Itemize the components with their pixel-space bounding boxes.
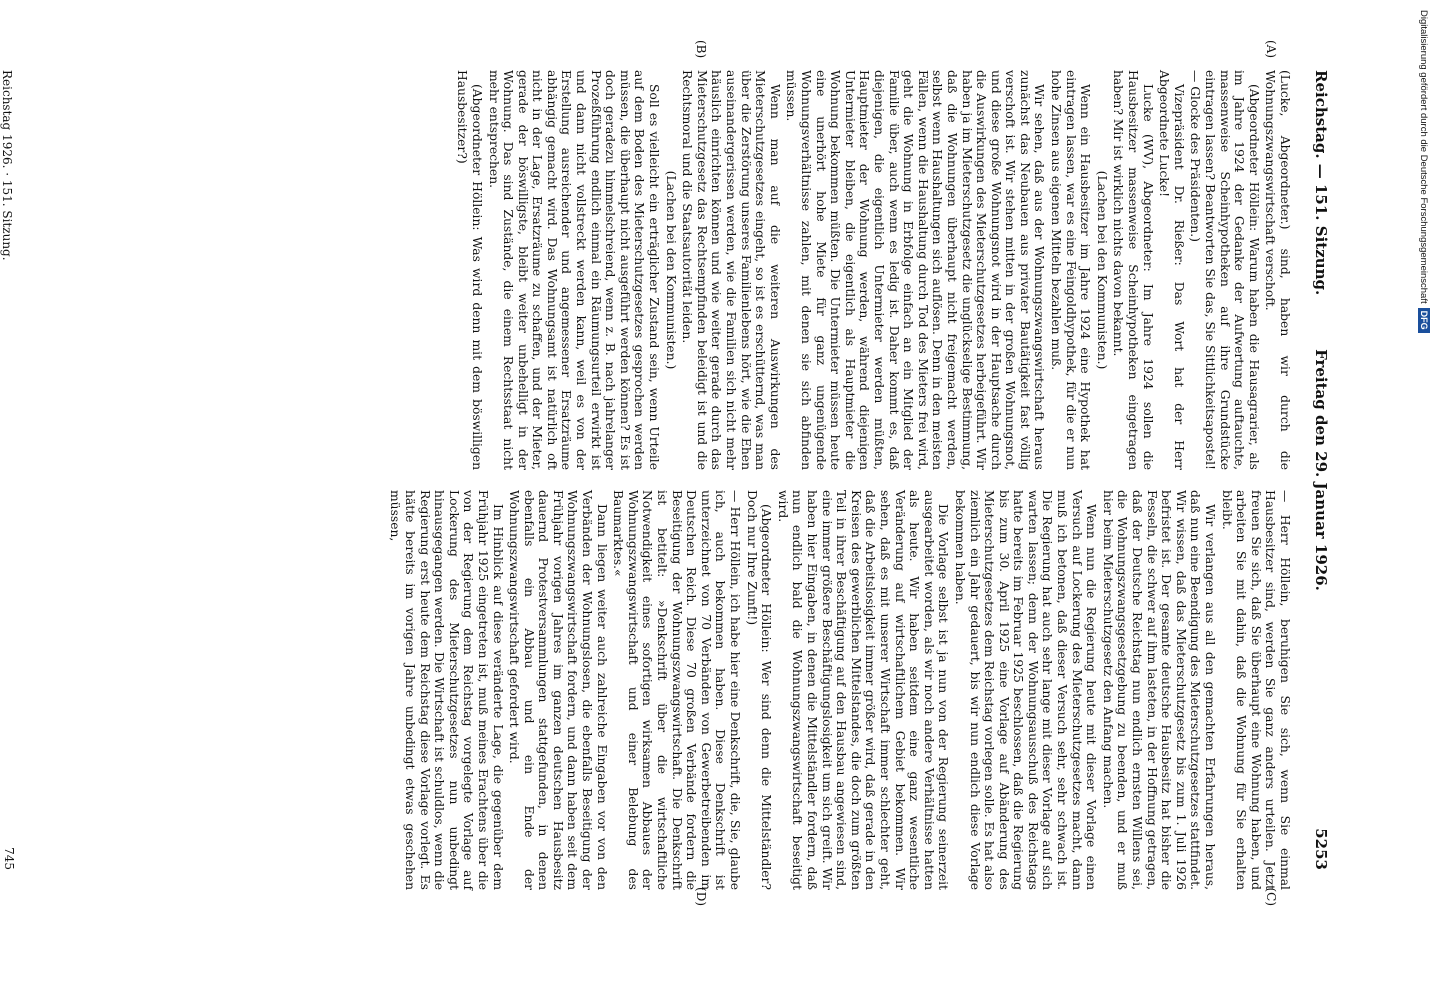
- paragraph: Wir sehen, daß aus der Wohnungszwangswirtschaft heraus zunächst das Neubauen aus privater Bautätigkeit fast völlig verschoft ist. Wir stehen mitten in der großen Wohnungsnot, und diese große Wohnungsnot wird in der Hauptsache durch die Auswirkungen des Mieterschutzgesetzes herbeigeführt. Wir haben ja im Mieterschutzgesetz die unglückselige Bestimmung, daß die Wohnungen überhaupt nicht freigemacht werden, selbst wenn Haushaltungen sich auflösen. Denn in den meisten Fällen, wenn die Haushaltung durch Tod des Mieters frei wird, geht die Wohnung in Erbfolge einfach an ein Mitglied der Familie über, auch wenn es ledig ist. Daher kommt es, daß diejenigen, die eigentlich Untermieter werden müßten, Hauptmieter der Wohnung werden, während diejenigen Untermieter bleiben, die eigentlich als Hauptmieter die Wohnung bekommen müßten. Die Untermieter müssen heute eine unerhört hohe Miete für ganz ungenügende Wohnungsverhältnisse zahlen, mit denen sie sich abfinden müssen.: [784, 70, 1047, 470]
- page-header: [1306, 70, 1330, 870]
- margin-mark-c: (C): [1264, 887, 1278, 906]
- paragraph: (Lucke, Abgeordneter.) sind, haben wir durch die Wohnungszwangswirtschaft verschoft.: [1263, 70, 1292, 470]
- paragraph: Soll es vielleicht ein erträglicher Zustand sein, wenn Urteile auf dem Boden des Mieterschutzgesetzes gesprochen werden müssen, die überhaupt nicht ausgeführt werden können? Es ist doch geradezu himmelschreiend, wenn z. B. nach jahrelanger Prozeßführung endlich einmal ein Räumungsurteil erwirkt ist und dann nicht vollstreckt werden kann, weil es von der Erstellung ausreichender und angemessener Ersatzräume abhängig gemacht wird. Das Wohnungsamt ist natürlich oft nicht in der Lage, Ersatzräume zu schaffen, und der Mieter, gerade der böswilligste, bleibt weiter unbehelligt in der Wohnung. Das sind Zustände, die einem Rechtsstaat nicht mehr entsprechen.: [486, 70, 662, 470]
- page-footer: Reichstag 1926. · 151. Sitzung.: [0, 70, 14, 261]
- digitization-stamp: [1414, 10, 1432, 570]
- paragraph: Wenn ein Hausbesitzer im Jahre 1924 eine Hypothek hat eintragen lassen, war es eine Feingoldhypothek, für die er nun hohe Zinsen aus eigenen Mitteln bezahlen muß.: [1049, 70, 1093, 470]
- paragraph: Wenn man auf die weiteren Auswirkungen des Mieterschutzgesetzes eingeht, so ist es erschütternd, was man über die Zerstörung unseres Familienlebens hört, wie die Ehen auseinandergerissen werden, wie die Familien sich nicht mehr häuslich einrichten können und wie weiter gerade durch das Mieterschutzgesetz das Rechtsempfinden beleidigt ist und die Rechtsmoral und die Staatsautorität leiden.: [680, 70, 782, 470]
- signature-mark: 745: [2, 847, 16, 870]
- interjection: (Abgeordneter Höllein: Was wird denn mit dem böswilligen Hausbesitzer?): [455, 70, 484, 470]
- paragraph: Lucke (WV), Abgeordneter: Im Jahre 1924 sollen die Hausbesitzer massenweise Scheinhypotheken eingetragen haben? Mir ist wirklich nichts davon bekannt.: [1111, 70, 1155, 470]
- header-date: Freitag den 29. Januar 1926.: [1312, 349, 1330, 591]
- margin-mark-d: (D): [694, 887, 708, 906]
- margin-mark-b: (B): [694, 40, 708, 59]
- paragraph: — Herr Höllein, ich habe hier eine Denkschrift, die, Sie, glaube ich, auch bekommen haben. Diese Denkschrift ist unterzeichnet von 70 Verbänden von Gewerbetreibenden im Deutschen Reich. Diese 70 großen Verbände fordern die Beseitigung der Wohnungszwangswirtschaft. Die Denkschrift ist betitelt: »Denkschrift über die wirtschaftliche Notwendigkeit eines sofortigen wirksamen Abbaues der Wohnungszwangswirtschaft und einer Belebung des Baumarktes.«: [611, 490, 743, 890]
- dfg-logo: DFG: [1418, 308, 1430, 333]
- interjection: (Lachen bei den Kommunisten.): [663, 170, 678, 370]
- paragraph: Im Hinblick auf diese veränderte Lage, die gegenüber dem Frühjahr 1925 eingetreten ist, muß meines Erachtens über die von der Regierung dem Reichstag vorgelegte Vorlage auf Lockerung des Mieterschutzgesetzes nun unbedingt hinausgegangen werden. Die Wirtschaft ist schuldlos, wenn die Regierung erst heute dem Reichstag diese Vorlage vorlegt. Es hätte bereits im vorigen Jahre unbedingt etwas geschehen müssen,: [388, 490, 505, 890]
- interjection: (Abgeordneter Höllein: Wer sind denn die Mittelständler? Doch nur Ihre Zunft!): [744, 490, 774, 890]
- header-left: Reichstag. — 151. Sitzung.: [1312, 70, 1330, 296]
- paragraph: Wenn nun die Regierung heute mit dieser Vorlage einen Versuch auf Lockerung des Mieterschutzgesetzes macht, dann muß ich betonen, daß dieser Versuch sehr, sehr schwach ist. Die Regierung hat auch sehr lange mit dieser Vorlage auf sich warten lassen; denn der Wohnungsausschuß des Reichstags hatte bereits im Februar 1925 beschlossen, daß die Regierung bis zum 30. April 1925 eine Vorlage auf Abänderung des Mieterschutzgesetzes dem Reichstag vorlegen solle. Es hat also ziemlich ein Jahr gedauert, bis wir nun endlich diese Vorlage bekommen haben.: [952, 490, 1099, 890]
- paragraph: Wir verlangen aus all den gemachten Erfahrungen heraus, daß nun eine Beendigung des Mieterschutzgesetzes stattfindet. Wir wissen, daß das Mieterschutzgesetz bis zum 1. Juli 1926 befristet ist. Der gesamte deutsche Hausbesitz hat bisher die Fesseln, die schwer auf ihm lasteten, in der Hoffnung getragen, daß der Deutsche Reichstag nun endlich ernsten Willens sei, die Wohnungszwangsgesetzgebung zu beenden, und er muß hier beim Mieterschutzgesetz den Anfang machen.: [1100, 490, 1218, 890]
- text-column-right: [386, 490, 1292, 890]
- interjection: (Abgeordneter Höllein: Warum haben die Hausagrarier, als im Jahre 1924 der Gedanke der Aufwertung auftauchte, massenweise Scheinhypotheken auf ihre Grundstücke eintragen lassen? Beantworten Sie das, Sie Sittlichkeitsapostel! — Glocke des Präsidenten.): [1188, 70, 1261, 470]
- page-number: 5253: [1312, 828, 1330, 870]
- document-page: [0, 30, 1348, 910]
- interjection: (Lachen bei den Kommunisten.): [1094, 170, 1109, 370]
- stamp-text: Digitalisierung gefördert durch die Deutsche Forschungsgemeinschaft: [1418, 10, 1429, 304]
- paragraph: — Herr Höllein, beruhigen Sie sich, wenn Sie einmal Hausbesitzer sind, werden Sie ganz anders urteilen. Jetzt freuen Sie sich, daß Sie überhaupt eine Wohnung haben, und arbeiten Sie mit dahin, daß die Wohnung für Sie erhalten bleibt.: [1219, 490, 1292, 890]
- paragraph: Dann liegen weiter auch zahlreiche Eingaben vor von den Verbänden der Wohnungslosen, die ebenfalls Beseitigung der Wohnungszwangswirtschaft fordern, und dann haben seit dem Frühjahr vorigen Jahres im ganzen deutschen Hausbesitz dauernd Protestversammlungen stattgefunden, in denen ebenfalls ein Abbau und ein Ende der Wohnungszwangswirtschaft gefordert wird.: [507, 490, 609, 890]
- paragraph: Die Vorlage selbst ist ja nun von der Regierung seinerzeit ausgearbeitet worden, als wir noch andere Verhältnisse hatten als heute. Wir haben seitdem eine ganz wesentliche Veränderung auf wirtschaftlichem Gebiet bekommen. Wir sehen, daß es mit unserer Wirtschaft immer schlechter geht, daß die Arbeitslosigkeit immer größer wird, daß gerade in den Kreisen des gewerblichen Mittelstandes, die doch zum größten Teil in ihrer Beschäftigung auf den Hausbau angewiesen sind, eine immer größere Beschäftigungslosigkeit um sich greift. Wir haben hier Eingaben, in denen die Mittelständler fordern, daß nun endlich bald die Wohnungszwangswirtschaft beseitigt wird.: [775, 490, 951, 890]
- text-column-left: [453, 70, 1292, 470]
- margin-mark-a: (A): [1264, 40, 1278, 59]
- paragraph: Vizepräsident Dr. Rießer: Das Wort hat der Herr Abgeordnete Lucke!: [1157, 70, 1186, 470]
